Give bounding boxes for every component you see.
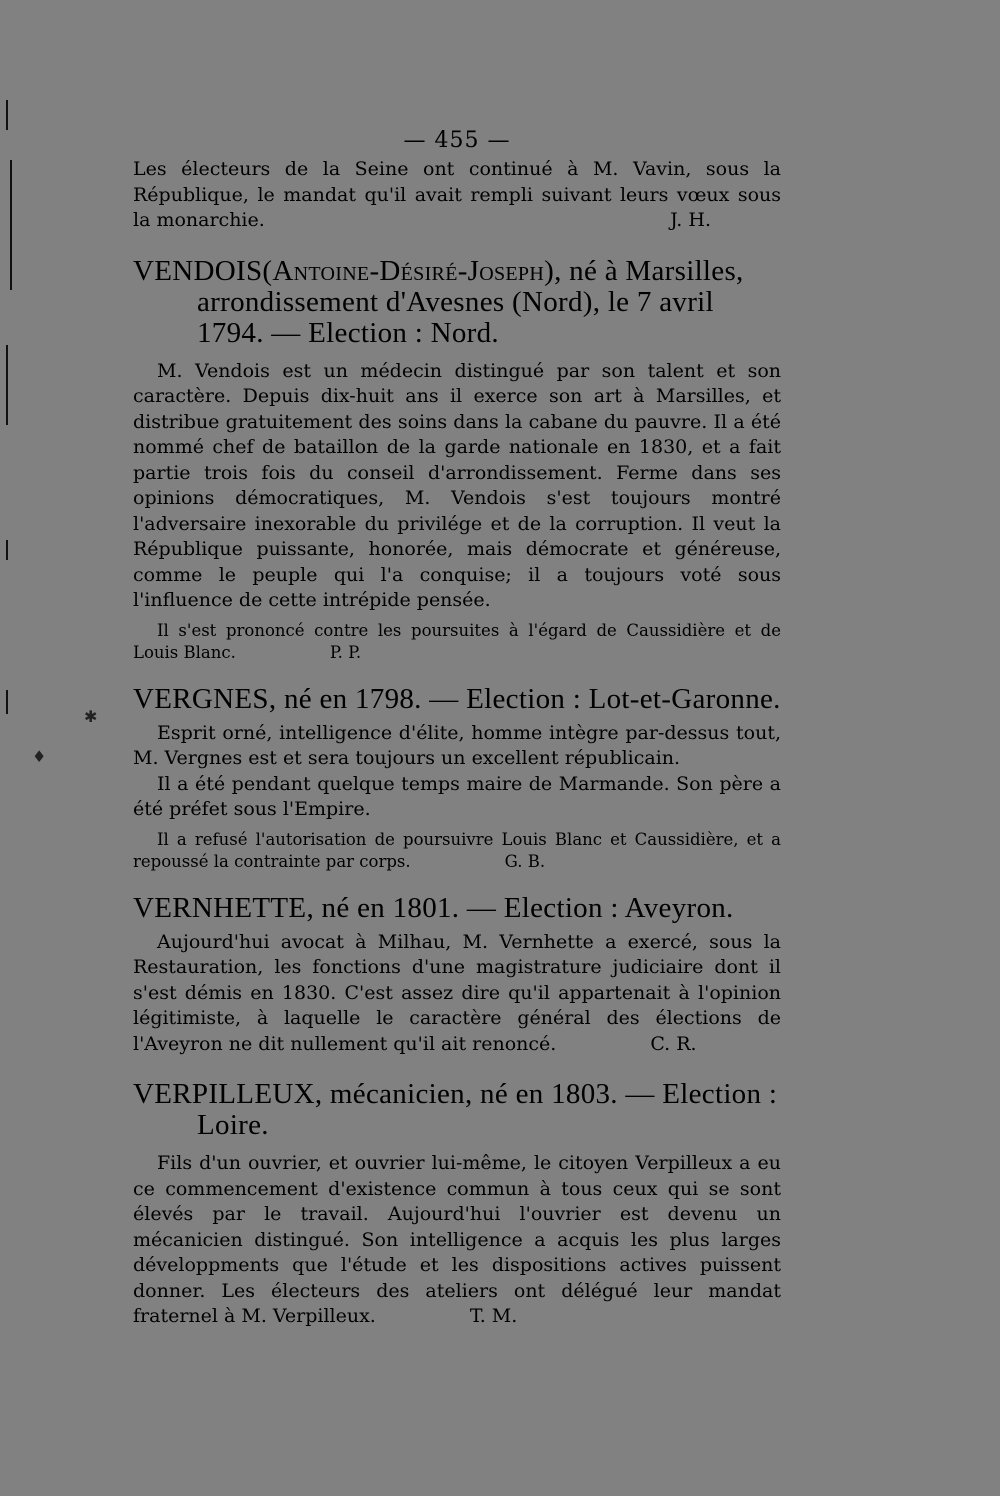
entry-name: VERGNES xyxy=(133,682,269,715)
entry-paragraph: Esprit orné, intelligence d'élite, homme intègre par-dessus tout, M. Vergnes est et sera toujours un excellent républicain. xyxy=(133,721,781,769)
ornament-asterisk-icon: ✱ xyxy=(84,707,98,726)
entry-paragraph-text: Fils d'un ouvrier, et ouvrier lui-même, le citoyen Verpilleux a eu ce commencement d'existence commun à tous ceux qui se sont élevés par le travail. Aujourd'hui l'ouvrier est devenu un mécanicien distingué. Son intelligence a acquis les plus larges développments que l'étude et les dispositions actives puissent donner. Les électeurs des ateliers ont délégué leur mandat fraternel à M. Verpilleux. xyxy=(133,1152,781,1327)
entry-signature: G. B. xyxy=(504,851,546,871)
entry-signature: P. P. xyxy=(329,642,362,662)
intro-paragraph xyxy=(133,157,781,234)
entry-heading-rest: , né en 1798. — Election : Lot-et-Garonne. xyxy=(268,682,781,715)
entry-note xyxy=(133,829,781,873)
entry-name: VERPILLEUX xyxy=(133,1078,315,1110)
scan-edge-mark xyxy=(10,160,12,290)
entry-vernhette xyxy=(133,893,781,1058)
entry-heading xyxy=(133,1079,781,1141)
entry-name: VERNHETTE xyxy=(133,891,307,924)
entry-paragraph: Il a été pendant quelque temps maire de Marmande. Son père a été préfet sous l'Empire. xyxy=(133,772,781,820)
page-content xyxy=(133,128,781,1330)
scan-edge-mark xyxy=(6,540,8,560)
heading-paren: ( xyxy=(262,254,273,287)
entry-note-text: Il s'est prononcé contre les poursuites à l'égard de Caussidière et de Louis Blanc. xyxy=(133,620,781,662)
entry-heading-rest: , né en 1801. — Election : Aveyron. xyxy=(306,891,734,924)
intro-text: Les électeurs de la Seine ont continué à M. Vavin, sous la République, le mandat qu'il avait rempli suivant leurs vœux sous la monarchie. xyxy=(133,158,781,231)
entry-heading-rest: , mécanicien, né en 1803. — Election : Loire. xyxy=(197,1078,778,1141)
intro-block xyxy=(133,157,781,234)
entry-vergnes xyxy=(133,684,781,873)
entry-vendois xyxy=(133,256,781,664)
entry-heading-rest: ), né à Marsilles, arrondissement d'Avesnes (Nord), le 7 avril 1794. — Election : Nord. xyxy=(197,254,744,349)
entry-heading xyxy=(133,893,781,924)
intro-signature: J. H. xyxy=(670,209,711,231)
entry-heading xyxy=(133,256,781,349)
entry-paragraph xyxy=(133,1151,781,1330)
entry-note xyxy=(133,620,781,664)
scan-edge-mark xyxy=(6,690,8,714)
entry-note-text: Il a refusé l'autorisation de poursuivre Louis Blanc et Caussidière, et a repoussé la contrainte par corps. xyxy=(133,829,781,871)
entry-heading xyxy=(133,684,781,715)
entry-signature: C. R. xyxy=(650,1032,697,1055)
entry-signature: T. M. xyxy=(469,1305,518,1327)
entry-name: VENDOIS xyxy=(133,254,263,287)
scan-edge-mark xyxy=(6,345,8,425)
scan-edge-mark xyxy=(6,100,8,130)
entry-forenames: Antoine-Désiré-Joseph xyxy=(272,254,545,287)
page-number: — 455 — xyxy=(403,128,511,153)
ornament-diamond-icon: ♦ xyxy=(32,747,47,766)
entry-paragraph: M. Vendois est un médecin distingué par son talent et son caractère. Depuis dix-huit ans il exerce son art à Marsilles, et distribue gratuitement des soins dans la cabane du pauvre. Il a été nommé chef de bataillon de la garde nationale en 1830, et a fait partie trois fois du conseil d'arrondissement. Ferme dans ses opinions démocratiques, M. Vendois s'est toujours montré l'adversaire inexorable du privilége et de la corruption. Il veut la République puissante, honorée, mais démocrate et généreuse, comme le peuple qui l'a conquise; il a toujours voté sous l'influence de cette intrépide pensée. xyxy=(133,359,781,611)
entry-paragraph-text: Aujourd'hui avocat à Milhau, M. Vernhette a exercé, sous la Restauration, les fonctions d'une magistrature judiciaire dont il s'est démis en 1830. C'est assez dire qu'il appartenait à l'opinion légitimiste, à laquelle le caractère général des élections de l'Aveyron ne dit nullement qu'il ait renoncé. xyxy=(133,930,781,1055)
entry-paragraph xyxy=(133,930,781,1058)
entry-verpilleux xyxy=(133,1079,781,1330)
